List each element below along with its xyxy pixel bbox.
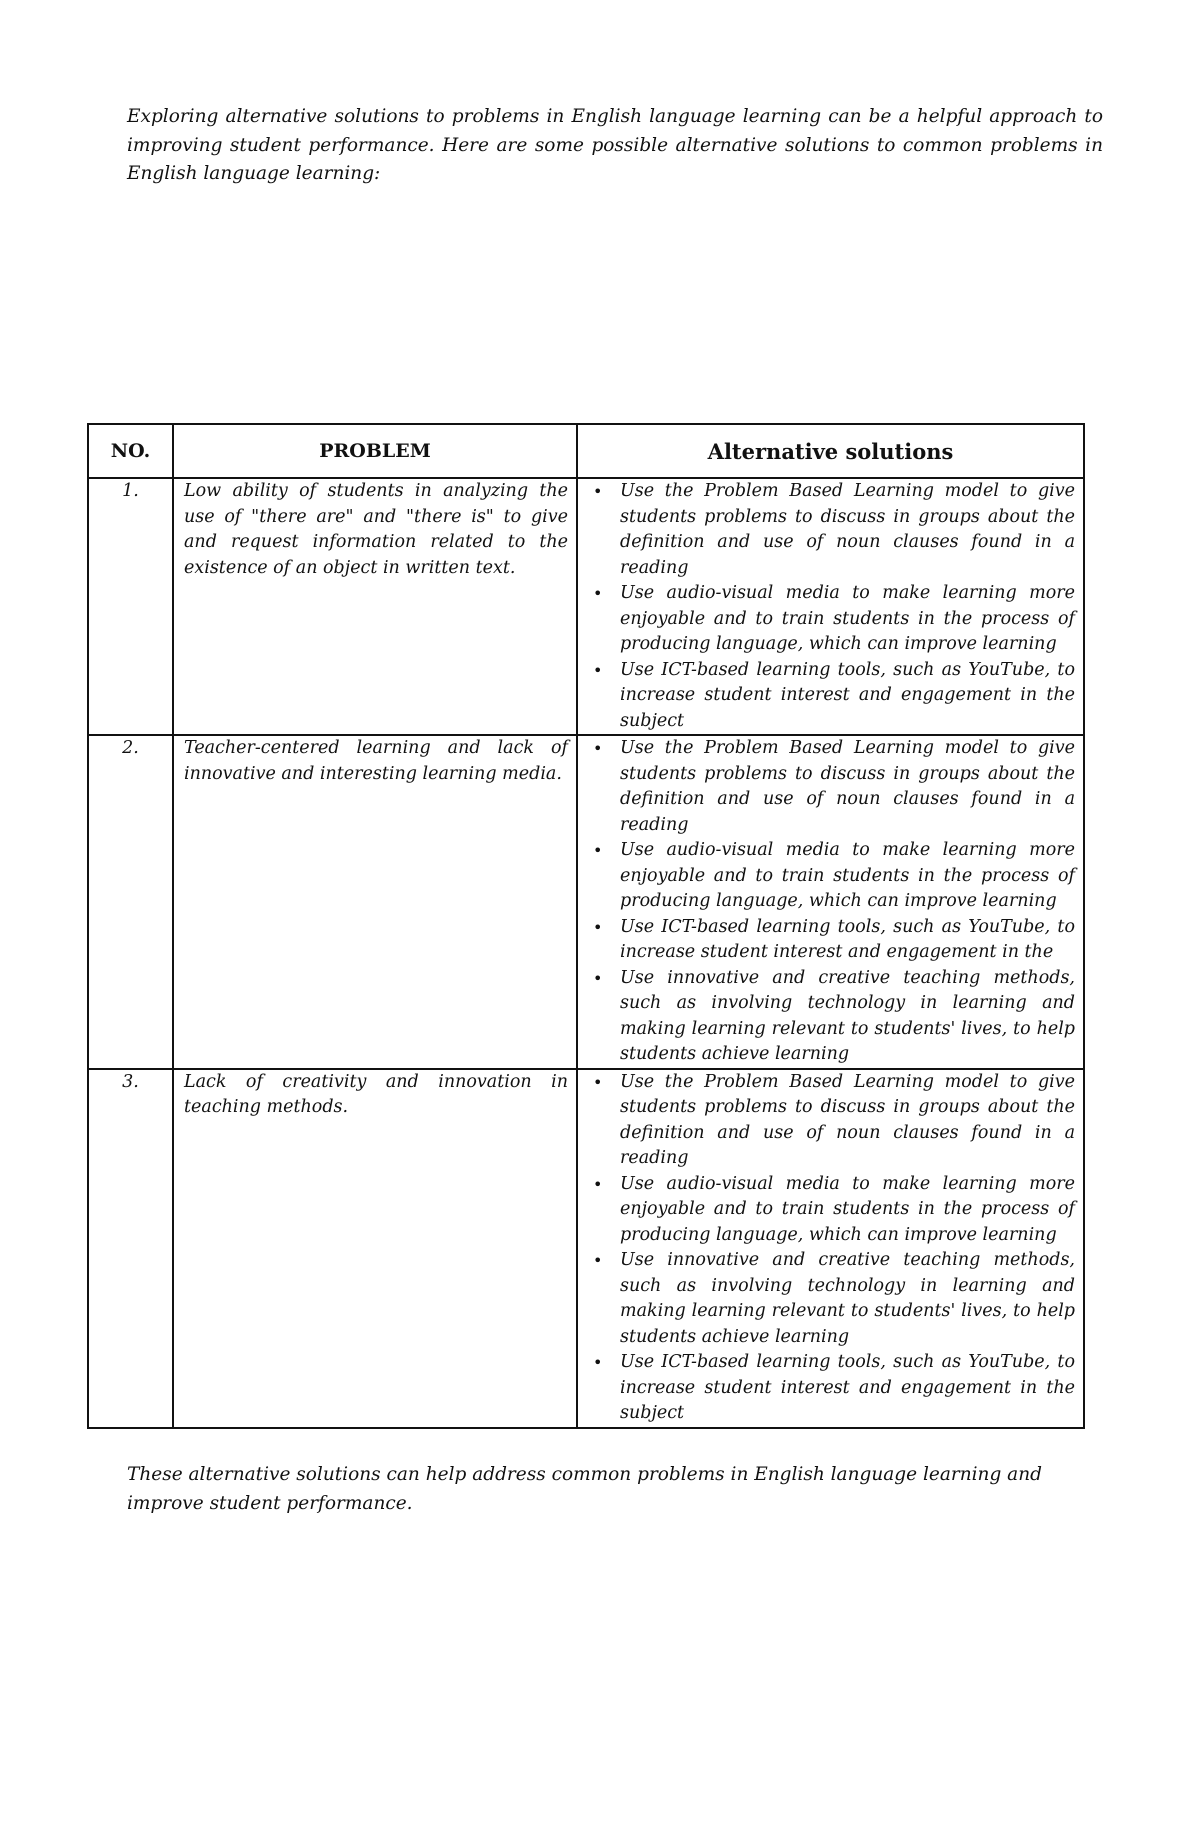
solution-item: • Use audio-visual media to make learning more enjoyable and to train students in the process of producing language, which can improve learning (593, 1173, 1075, 1245)
bullet-icon: • (593, 1174, 603, 1194)
bullet-icon: • (593, 660, 603, 680)
solutions-cell (577, 478, 1084, 735)
solution-item: • Use innovative and creative teaching methods, such as involving technology in learning and making learning relevant to students' lives, to help students achieve learning (593, 1250, 1075, 1347)
bullet-icon: • (593, 1072, 603, 1092)
solution-item: • Use ICT-based learning tools, such as YouTube, to increase student interest and engagement in the subject (593, 1352, 1075, 1423)
problem-cell: Low ability of students in analyzing the use of "there are" and "there is" to give and request information related to the existence of an object in written text. (173, 478, 577, 735)
table-row (88, 1069, 1084, 1428)
header-problem: PROBLEM (173, 424, 577, 478)
closing-paragraph: These alternative solutions can help address common problems in English language learning and improve student performance. (127, 1464, 1042, 1514)
table-row (88, 735, 1084, 1069)
header-no: NO. (88, 424, 173, 478)
solution-item: • Use audio-visual media to make learning more enjoyable and to train students in the process of producing language, which can improve learning (593, 840, 1075, 911)
bullet-icon: • (593, 1353, 603, 1372)
table-row (88, 478, 1084, 735)
solutions-cell (577, 1069, 1084, 1428)
solution-item: • Use the Problem Based Learning model to give students problems to discuss in groups about the definition and use of noun clauses found in a reading (593, 481, 1075, 578)
bullet-icon: • (593, 968, 603, 988)
solution-item: • Use the Problem Based Learning model to give students problems to discuss in groups about the definition and use of noun clauses found in a reading (593, 1071, 1075, 1168)
bullet-icon: • (593, 1251, 603, 1270)
problem-cell: Lack of creativity and innovation in teaching methods. (173, 1069, 577, 1428)
bullet-icon: • (593, 841, 603, 860)
bullet-icon: • (593, 917, 603, 937)
bullet-icon: • (593, 739, 603, 758)
solution-item: • Use the Problem Based Learning model to give students problems to discuss in groups about the definition and use of noun clauses found in a reading (593, 738, 1075, 835)
row-number: 3. (88, 1069, 173, 1428)
solutions-table (87, 423, 1085, 1429)
bullet-icon: • (593, 584, 603, 603)
header-alternative-solutions: Alternative solutions (577, 424, 1084, 478)
solutions-cell (577, 735, 1084, 1069)
solution-item: • Use innovative and creative teaching methods, such as involving technology in learning and making learning relevant to students' lives, to help students achieve learning (593, 967, 1075, 1064)
solution-item: • Use ICT-based learning tools, such as YouTube, to increase student interest and engagement in the subject (593, 659, 1075, 731)
solution-item: • Use ICT-based learning tools, such as YouTube, to increase student interest and engagement in the (593, 916, 1075, 962)
row-number: 2. (88, 735, 173, 1069)
intro-paragraph: Exploring alternative solutions to problems in English language learning can be a helpful approach to improving student performance. Here are some possible alternative solutions to common problems in English language learning: (127, 106, 1103, 184)
problem-cell: Teacher-centered learning and lack of innovative and interesting learning media. (173, 735, 577, 1069)
row-number: 1. (88, 478, 173, 735)
table-header-row (88, 424, 1084, 478)
solution-item: • Use audio-visual media to make learning more enjoyable and to train students in the process of producing language, which can improve learning (593, 583, 1075, 654)
bullet-icon: • (593, 482, 603, 501)
